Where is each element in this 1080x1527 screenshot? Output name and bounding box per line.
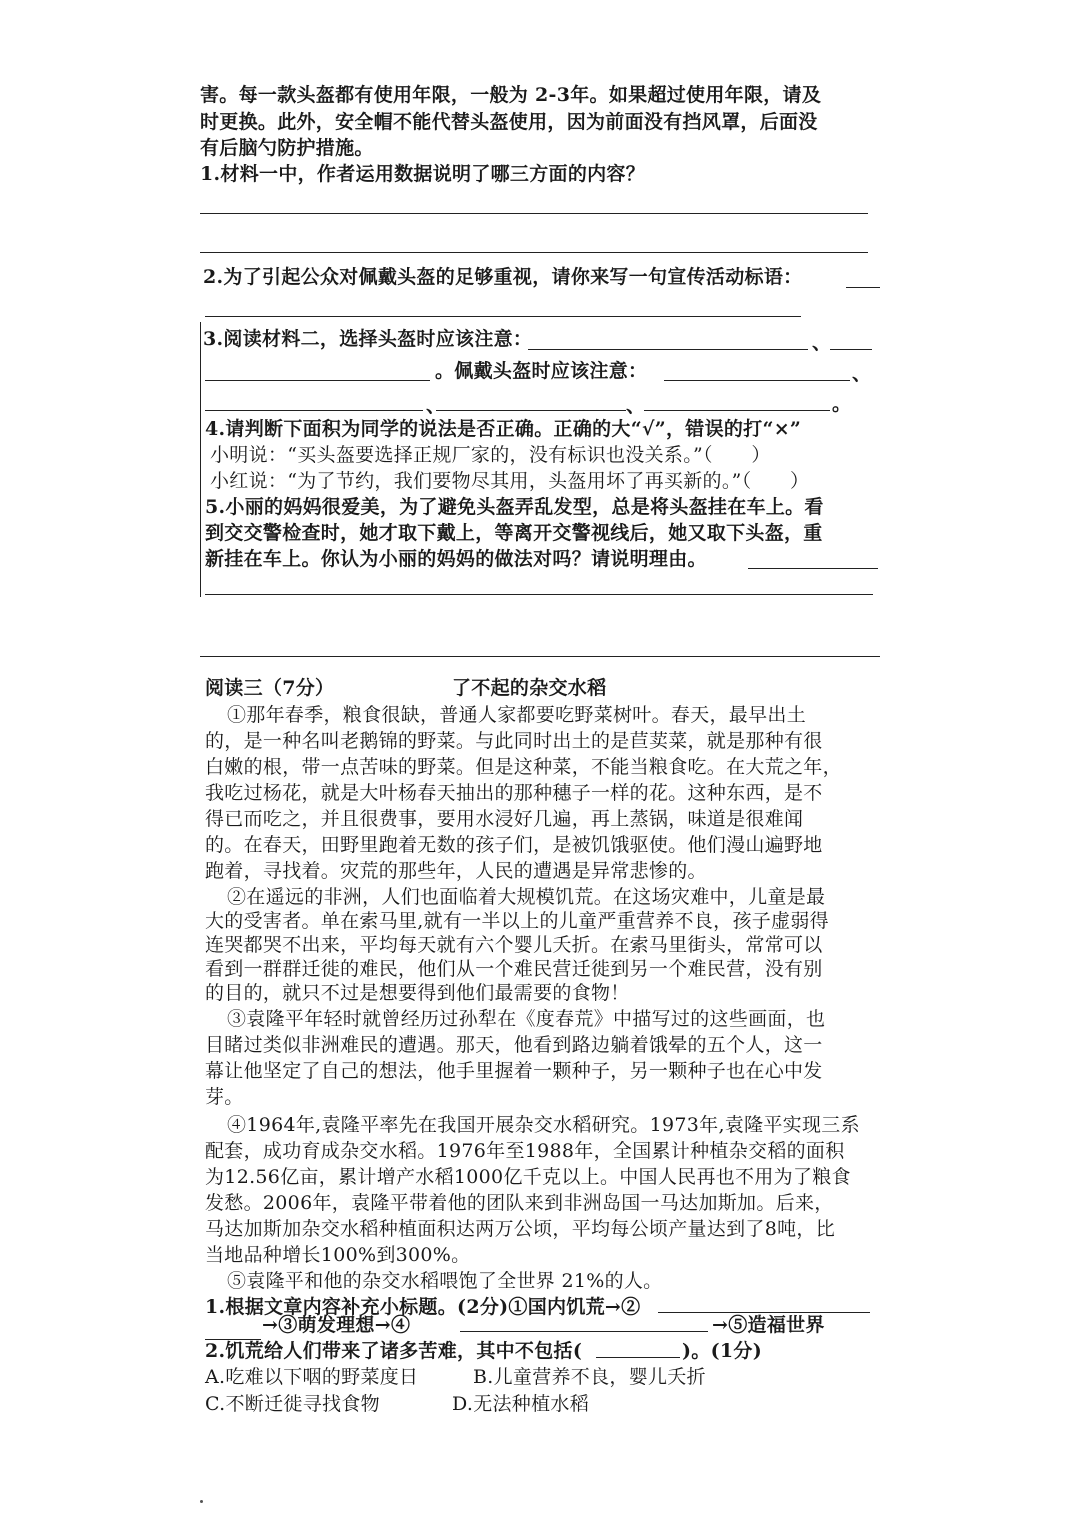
reading3-title: 了不起的杂交水稻 <box>452 677 607 699</box>
statement-xiaoming[interactable]: 小明说：“买头盔要选择正规厂家的，没有标识也没关系。”（ ） <box>210 444 771 466</box>
paragraph-line: 的，是一种名叫老鹅锦的野菜。与此同时出土的是苣荬菜，就是那种有很 <box>205 730 823 752</box>
paragraph-line: ④1964年,袁隆平率先在我国开展杂交水稻研究。1973年,袁隆平实现三系 <box>227 1114 860 1136</box>
paragraph-line: ③袁隆平年轻时就曾经历过孙犁在《度春荒》中描写过的这些画面，也 <box>227 1008 826 1030</box>
question-5-line: 到交交警检查时，她才取下戴上，等离开交警视线后，她又取下头盔，重 <box>205 522 823 544</box>
paragraph-line: 的目的，就只不过是想要得到他们最需要的食物！ <box>205 982 630 1004</box>
answer-line[interactable] <box>200 252 868 253</box>
question-4: 4.请判断下面积为同学的说法是否正确。正确的大“√”，错误的打“×” <box>205 418 802 440</box>
paragraph-line: ②在遥远的非洲，人们也面临着大规模饥荒。在这场灾难中，儿童是最 <box>227 886 826 908</box>
box-border-left <box>200 322 201 597</box>
question-3-part2: 。佩戴头盔时应该注意： <box>435 360 648 382</box>
question-1: 1.材料一中，作者运用数据说明了哪三方面的内容？ <box>200 163 646 185</box>
passage-line: 时更换。此外，安全帽不能代替头盔使用，因为前面没有挡风罩，后面没 <box>200 111 818 133</box>
answer-line[interactable] <box>205 380 430 381</box>
paragraph-line: 跑着，寻找着。灾荒的那些年，人民的遭遇是异常悲惨的。 <box>205 860 707 882</box>
paragraph-line: 的。在春天，田野里跑着无数的孩子们，是被饥饿驱使。他们漫山遍野地 <box>205 834 823 856</box>
answer-line[interactable] <box>664 380 850 381</box>
answer-line[interactable] <box>644 410 830 411</box>
option-c[interactable]: C.不断迁徙寻找食物 <box>205 1393 380 1415</box>
section-divider <box>200 656 880 657</box>
paragraph-line: 配套，成功育成杂交水稻。1976年至1988年，全国累计种植杂交稻的面积 <box>205 1140 845 1162</box>
q3-separator: 、 <box>812 332 832 354</box>
answer-line[interactable] <box>748 568 878 569</box>
reading3-question-1: 1.根据文章内容补充小标题。(2分)①国内饥荒→② <box>205 1296 641 1318</box>
q3-separator: 、 <box>426 395 446 417</box>
paragraph-line: 得已而吃之，并且很费事，要用水浸好几遍，再上蒸锅，味道是很难闻 <box>205 808 804 830</box>
paragraph-line: 目睹过类似非洲难民的遭遇。那天，他看到路边躺着饿晕的五个人，这一 <box>205 1034 823 1056</box>
scan-speck <box>200 1500 203 1503</box>
reading3-question-1-cont: →③萌发理想→④ <box>262 1314 411 1336</box>
question-5-line: 新挂在车上。你认为小丽的妈妈的做法对吗？请说明理由。 <box>205 548 707 570</box>
paragraph-line: ①那年春季，粮食很缺，普通人家都要吃野菜树叶。春天，最早出土 <box>227 704 807 726</box>
answer-line[interactable] <box>200 213 868 214</box>
q3-separator: 、 <box>626 395 646 417</box>
statement-xiaohong[interactable]: 小红说：“为了节约，我们要物尽其用，头盔用坏了再买新的。”（ ） <box>210 470 810 492</box>
paragraph-line: 马达加斯加杂交水稻种植面积达两万公顷，平均每公顷产量达到了8吨，比 <box>205 1218 835 1240</box>
paragraph-line: 连哭都哭不出来，平均每天就有六个婴儿夭折。在索马里街头，常常可以 <box>205 934 823 956</box>
paragraph-line: 当地品种增长100%到300%。 <box>205 1244 471 1266</box>
question-3: 3.阅读材料二，选择头盔时应该注意： <box>203 328 533 350</box>
passage-line: 害。每一款头盔都有使用年限，一般为 2-3年。如果超过使用年限，请及 <box>200 84 822 106</box>
paragraph-line: 白嫩的根，带一点苦味的野菜。但是这种菜，不能当粮食吃。在大荒之年， <box>205 756 842 778</box>
paragraph-line: 发愁。2006年，袁隆平带着他的团队来到非洲岛国一马达加斯加。后来， <box>205 1192 834 1214</box>
reading3-question-1-end: →⑤造福世界 <box>712 1314 825 1336</box>
question-5-line: 5.小丽的妈妈很爱美，为了避免头盔弄乱发型，总是将头盔挂在车上。看 <box>205 496 824 518</box>
answer-line[interactable] <box>460 1331 708 1332</box>
paragraph-line: 芽。 <box>205 1086 244 1108</box>
reading3-question-2: 2.饥荒给人们带来了诸多苦难，其中不包括( <box>205 1340 583 1362</box>
paragraph-line: 为12.56亿亩，累计增产水稻1000亿千克以上。中国人民再也不用为了粮食 <box>205 1166 851 1188</box>
passage-line: 有后脑勺防护措施。 <box>200 137 374 159</box>
paragraph-line: 大的受害者。单在索马里,就有一半以上的儿童严重营养不良，孩子虚弱得 <box>205 910 829 932</box>
reading3-header: 阅读三（7分） <box>205 677 335 699</box>
q3-separator: 、 <box>852 363 872 385</box>
paragraph-line: 我吃过杨花，就是大叶杨春天抽出的那种穗子一样的花。这种东西，是不 <box>205 782 823 804</box>
paragraph-line: 看到一群群迁徙的难民，他们从一个难民营迁徙到另一个难民营，没有别 <box>205 958 823 980</box>
option-a[interactable]: A.吃难以下咽的野菜度日 <box>205 1366 419 1388</box>
reading3-question-2-end: )。(1分) <box>682 1340 762 1362</box>
paragraph-line: 幕让他坚定了自己的想法，他手里握着一颗种子，另一颗种子也在心中发 <box>205 1060 823 1082</box>
answer-line[interactable] <box>830 349 872 350</box>
answer-line[interactable] <box>596 1357 680 1358</box>
answer-line[interactable] <box>846 287 880 288</box>
option-b[interactable]: B.儿童营养不良，婴儿夭折 <box>473 1366 706 1388</box>
option-d[interactable]: D.无法种植水稻 <box>452 1393 589 1415</box>
q3-end: 。 <box>832 393 852 415</box>
answer-line[interactable] <box>205 410 423 411</box>
paragraph-line: ⑤袁隆平和他的杂交水稻喂饱了全世界 21%的人。 <box>227 1270 663 1292</box>
answer-line[interactable] <box>528 349 808 350</box>
answer-line[interactable] <box>205 316 801 317</box>
answer-line[interactable] <box>436 410 626 411</box>
answer-line[interactable] <box>205 594 873 595</box>
question-2: 2.为了引起公众对佩戴头盔的足够重视，请你来写一句宣传活动标语： <box>203 266 803 288</box>
